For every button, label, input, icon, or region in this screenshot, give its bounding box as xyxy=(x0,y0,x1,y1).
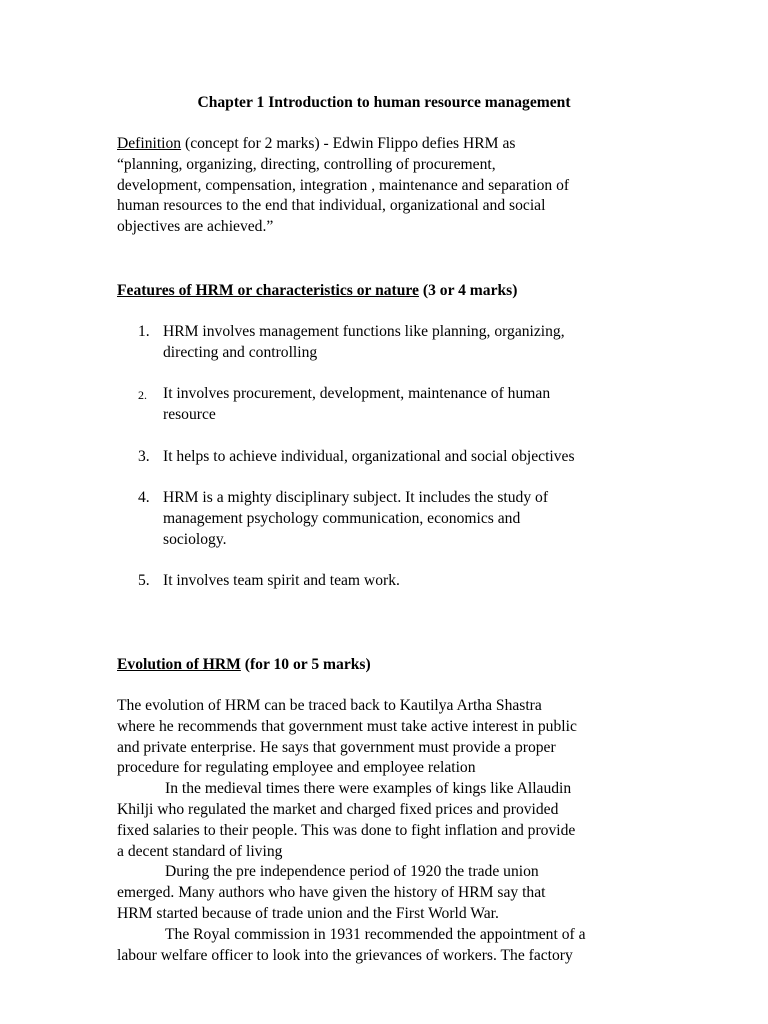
list-item-number: 5. xyxy=(138,572,150,589)
features-marks: (3 or 4 marks) xyxy=(418,282,518,299)
evolution-line: procedure for regulating employee and employee relation xyxy=(117,759,476,777)
list-item-line: It involves team spirit and team work. xyxy=(163,572,400,589)
list-item xyxy=(117,322,657,364)
definition-line: human resources to the end that individual, organizational and social xyxy=(117,197,546,215)
list-item-line: HRM is a mighty disciplinary subject. It includes the study of xyxy=(163,489,549,506)
evolution-line: HRM started because of trade union and the First World War. xyxy=(117,904,499,922)
definition-intro: (concept for 2 marks) - Edwin Flippo defies HRM as xyxy=(181,135,516,152)
list-item-line: sociology. xyxy=(163,530,227,548)
evolution-line: The evolution of HRM can be traced back to Kautilya Artha Shastra xyxy=(117,697,542,714)
definition-line: development, compensation, integration , maintenance and separation of xyxy=(117,176,570,194)
list-item-number: 3. xyxy=(138,448,150,465)
list-item-line: directing and controlling xyxy=(163,343,318,361)
evolution-paragraph xyxy=(117,696,657,966)
list-item-number: 1. xyxy=(138,323,150,340)
evolution-line: fixed salaries to their people. This was done to fight inflation and provide xyxy=(117,821,576,839)
evolution-line: The Royal commission in 1931 recommended the appointment of a xyxy=(165,925,586,943)
list-item-line: It involves procurement, development, maintenance of human xyxy=(163,385,551,402)
list-item xyxy=(117,447,657,468)
evolution-line: a decent standard of living xyxy=(117,842,283,860)
evolution-line: and private enterprise. He says that government must provide a proper xyxy=(117,738,556,756)
list-item-line: resource xyxy=(163,405,216,423)
list-item-number: 4. xyxy=(138,489,150,506)
definition-line: objectives are achieved.” xyxy=(117,218,274,236)
evolution-line: labour welfare officer to look into the grievances of workers. The factory xyxy=(117,946,573,964)
evolution-heading-text: Evolution of HRM xyxy=(117,656,241,673)
list-item-number: 2. xyxy=(138,388,147,402)
list-item-line: management psychology communication, economics and xyxy=(163,509,521,527)
evolution-heading xyxy=(117,655,657,676)
list-item xyxy=(117,384,657,426)
list-item-line: HRM involves management functions like planning, organizing, xyxy=(163,323,565,340)
definition-paragraph xyxy=(117,134,657,238)
evolution-line: During the pre independence period of 1920 the trade union xyxy=(165,863,539,881)
definition-line: “planning, organizing, directing, controlling of procurement, xyxy=(117,155,496,173)
definition-label: Definition xyxy=(117,135,182,152)
features-heading-text: Features of HRM or characteristics or nature xyxy=(117,282,419,299)
page-title: Chapter 1 Introduction to human resource management xyxy=(197,94,571,111)
features-heading xyxy=(117,281,657,302)
evolution-line: Khilji who regulated the market and charged fixed prices and provided xyxy=(117,800,559,818)
evolution-marks: (for 10 or 5 marks) xyxy=(240,656,371,673)
list-item xyxy=(117,488,657,550)
evolution-line: In the medieval times there were examples of kings like Allaudin xyxy=(165,780,572,798)
evolution-line: where he recommends that government must take active interest in public xyxy=(117,717,577,735)
list-item-line: It helps to achieve individual, organizational and social objectives xyxy=(163,448,575,465)
list-item xyxy=(117,571,657,592)
evolution-line: emerged. Many authors who have given the history of HRM say that xyxy=(117,884,546,902)
